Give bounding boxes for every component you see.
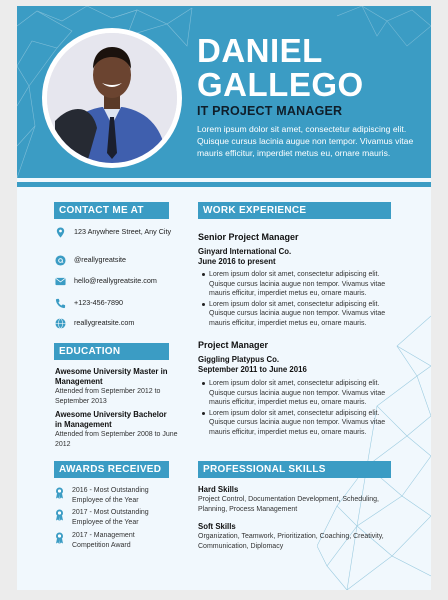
job-1-company: Ginyard International Co. — [198, 247, 292, 256]
last-name: GALLEGO — [197, 66, 364, 103]
website-text[interactable]: reallygreatsite.com — [74, 318, 135, 327]
intro-paragraph: Lorem ipsum dolor sit amet, consectetur adipiscing elit. Quisque cursus lacinia augue non tempor. Vivamus vitae mauris efficitur, imperdiet metus eu, ornare mauris. — [197, 124, 414, 158]
soft-skills-text: Organization, Teamwork, Prioritization, Coaching, Creativity, Communication, Diplomacy — [198, 533, 384, 550]
job-2-period: September 2011 to June 2016 — [198, 365, 307, 374]
full-name — [197, 34, 422, 102]
phone-icon — [55, 298, 66, 309]
award-3-text: 2017 - Management Competition Award — [72, 532, 135, 549]
job-1-period: June 2016 to present — [198, 257, 276, 266]
at-sign-icon — [55, 255, 66, 266]
award-2-text: 2017 - Most Outstanding Employee of the Year — [72, 509, 149, 526]
envelope-icon — [55, 276, 66, 287]
experience-heading: WORK EXPERIENCE — [198, 202, 391, 219]
soft-skills-heading: Soft Skills — [198, 522, 236, 531]
phone-text[interactable]: +123-456-7890 — [74, 298, 123, 307]
award-ribbon-icon — [55, 509, 64, 521]
job-1-title: Senior Project Manager — [198, 232, 299, 242]
education-heading: EDUCATION — [54, 343, 169, 360]
education-1-title: Awesome University Master in Management — [55, 367, 168, 386]
skills-heading: PROFESSIONAL SKILLS — [198, 461, 391, 478]
job-role: IT PROJECT MANAGER — [197, 104, 343, 118]
globe-icon — [55, 318, 66, 329]
list-item: Lorem ipsum dolor sit amet, consectetur adipiscing elit. Quisque cursus lacinia augue non tempor. Vivamus vitae mauris efficitur, imperdiet metus eu, ornare mauris. — [198, 409, 391, 438]
list-item: Lorem ipsum dolor sit amet, consectetur adipiscing elit. Quisque cursus lacinia augue non tempor. Vivamus vitae mauris efficitur, imperdiet metus eu, ornare mauris. — [198, 300, 391, 329]
header-divider — [17, 182, 431, 187]
award-1-text: 2016 - Most Outstanding Employee of the Year — [72, 487, 149, 504]
job-1-bullets — [198, 270, 391, 330]
resume-page — [17, 6, 431, 590]
header-band — [17, 6, 431, 178]
profile-photo — [47, 33, 177, 163]
location-pin-icon — [55, 227, 66, 238]
hard-skills-heading: Hard Skills — [198, 485, 239, 494]
first-name: DANIEL — [197, 32, 323, 69]
address-text: 123 Anywhere Street, Any City — [74, 227, 172, 236]
education-2-dates: Attended from September 2008 to June 2012 — [55, 431, 178, 448]
email-text[interactable]: hello@reallygreatsite.com — [74, 276, 157, 285]
list-item: Lorem ipsum dolor sit amet, consectetur adipiscing elit. Quisque cursus lacinia augue non tempor. Vivamus vitae mauris efficitur, imperdiet metus eu, ornare mauris. — [198, 379, 391, 408]
job-2-bullets — [198, 379, 391, 439]
education-2-title: Awesome University Bachelor in Management — [55, 410, 167, 429]
job-2-company: Giggling Platypus Co. — [198, 355, 280, 364]
list-item: Lorem ipsum dolor sit amet, consectetur adipiscing elit. Quisque cursus lacinia augue non tempor. Vivamus vitae mauris efficitur, imperdiet metus eu, ornare mauris. — [198, 270, 391, 299]
award-ribbon-icon — [55, 487, 64, 499]
education-1-dates: Attended from September 2012 to September 2013 — [55, 388, 161, 405]
award-ribbon-icon — [55, 532, 64, 544]
contact-heading: CONTACT ME AT — [54, 202, 169, 219]
handle-text[interactable]: @reallygreatsite — [74, 255, 127, 264]
job-2-title: Project Manager — [198, 340, 269, 350]
hard-skills-text: Project Control, Documentation Development, Scheduling, Planning, Process Management — [198, 496, 379, 513]
awards-heading: AWARDS RECEIVED — [54, 461, 169, 478]
